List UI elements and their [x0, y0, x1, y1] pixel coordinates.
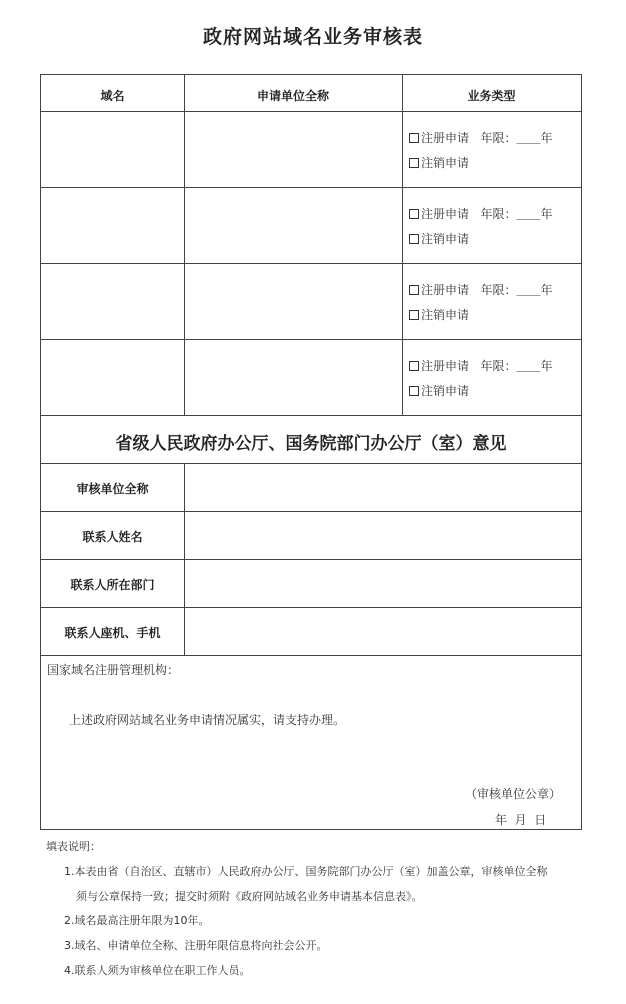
option-cancel[interactable]: 注销申请 [409, 230, 469, 247]
header-business-type: 业务类型 [467, 89, 516, 103]
notes-title: 填表说明： [46, 840, 101, 853]
note-item: 1.本表由省（自治区、直辖市）人民政府办公厅、国务院部门办公厅（室）加盖公章，审核单位全称 [64, 865, 548, 878]
note-item: 须与公章保持一致；提交时须附《政府网站域名业务申请基本信息表》。 [76, 890, 423, 903]
years-label: 年限：＿＿年 [480, 207, 553, 221]
form-table [40, 74, 582, 830]
checkbox-icon[interactable] [409, 386, 419, 396]
seal-placeholder: （审核单位公章） [465, 787, 562, 801]
note-item: 3.域名、申请单位全称、注册年限信息将向社会公开。 [64, 939, 328, 952]
checkbox-icon[interactable] [409, 158, 419, 168]
checkbox-icon[interactable] [409, 310, 419, 320]
field-contact-dept-label: 联系人所在部门 [70, 578, 155, 592]
option-register[interactable]: 注册申请 年限：＿＿年 [409, 205, 552, 222]
registry-label: 国家域名注册管理机构： [47, 663, 180, 677]
opinion-heading: 省级人民政府办公厅、国务院部门办公厅（室）意见 [115, 434, 507, 454]
registry-statement: 上述政府网站域名业务申请情况属实，请支持办理。 [69, 713, 346, 727]
field-contact-name-label: 联系人姓名 [82, 530, 143, 544]
years-label: 年限：＿＿年 [480, 283, 553, 297]
field-reviewer-label: 审核单位全称 [76, 482, 149, 496]
note-item: 4.联系人须为审核单位在职工作人员。 [64, 964, 251, 977]
header-applicant: 申请单位全称 [256, 89, 329, 103]
checkbox-icon[interactable] [409, 133, 419, 143]
option-cancel[interactable]: 注销申请 [409, 154, 469, 171]
field-contact-phone-label: 联系人座机、手机 [64, 626, 161, 640]
date-placeholder: 年 月 日 [495, 813, 547, 827]
header-domain: 域名 [100, 89, 125, 103]
option-register[interactable]: 注册申请 年限：＿＿年 [409, 129, 552, 146]
option-register[interactable]: 注册申请 年限：＿＿年 [409, 357, 552, 374]
option-cancel[interactable]: 注销申请 [409, 306, 469, 323]
checkbox-icon[interactable] [409, 285, 419, 295]
checkbox-icon[interactable] [409, 234, 419, 244]
option-cancel[interactable]: 注销申请 [409, 382, 469, 399]
note-item: 2.域名最高注册年限为10年。 [64, 914, 210, 927]
years-label: 年限：＿＿年 [480, 131, 553, 145]
years-label: 年限：＿＿年 [480, 359, 553, 373]
form-title: 政府网站域名业务审核表 [202, 26, 423, 48]
checkbox-icon[interactable] [409, 361, 419, 371]
checkbox-icon[interactable] [409, 209, 419, 219]
option-register[interactable]: 注册申请 年限：＿＿年 [409, 281, 552, 298]
